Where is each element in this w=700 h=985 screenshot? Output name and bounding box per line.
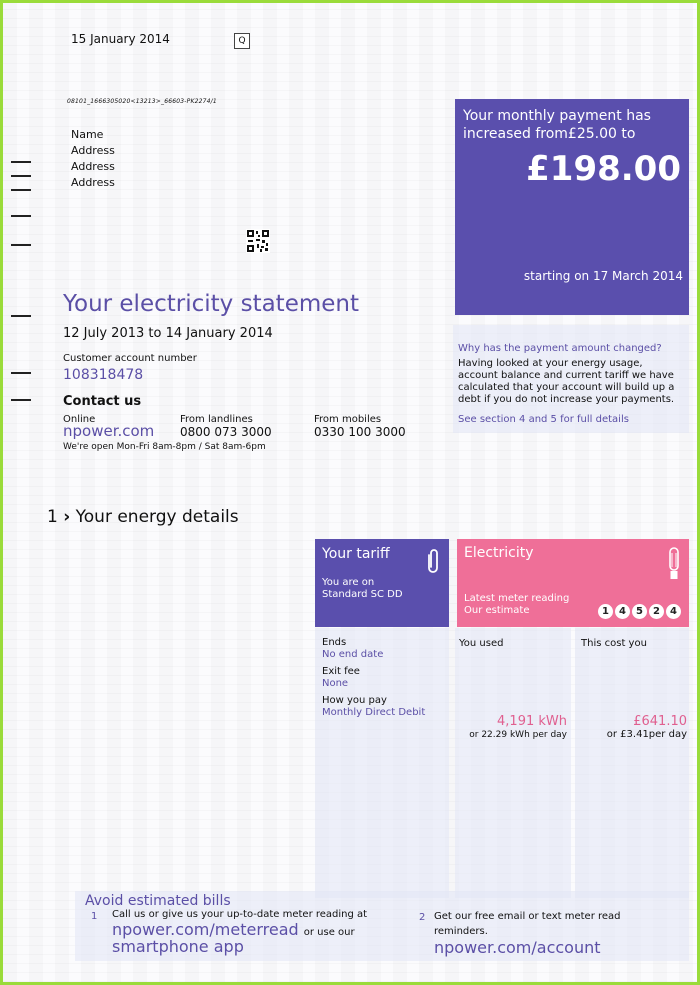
search-icon[interactable]: Q [234, 33, 250, 49]
used-panel [455, 628, 571, 898]
chevron-right-icon: › [63, 507, 71, 527]
avoid-item-1-mid: or use our [303, 927, 355, 938]
section-1-heading [47, 507, 239, 527]
meter-reading-note: Our estimate [464, 605, 530, 616]
contact-heading: Contact us [63, 394, 142, 409]
address-line: Address [71, 160, 115, 173]
account-link[interactable]: npower.com/account [434, 938, 601, 957]
payment-method-label: How you pay [322, 695, 387, 706]
payment-method-value: Monthly Direct Debit [322, 707, 426, 718]
smartphone-app-link[interactable]: smartphone app [112, 937, 244, 956]
qr-code-icon [246, 229, 270, 253]
why-body: Having looked at your energy usage, account balance and current tariff we have calculated that your account will build up a debt if you do not increase your payments. [458, 358, 675, 405]
paperclip-icon [425, 547, 441, 575]
contact-mobile-number: 0330 100 3000 [314, 425, 406, 439]
statement-period: 12 July 2013 to 14 January 2014 [63, 326, 273, 341]
meterread-link[interactable]: npower.com/meterread [112, 920, 299, 939]
cost-label: This cost you [581, 638, 647, 649]
statement-date: 15 January 2014 [71, 32, 170, 46]
address-line: Address [71, 144, 115, 157]
contact-landline-label: From landlines [180, 414, 253, 425]
payment-start-date: starting on 17 March 2014 [523, 269, 683, 283]
fold-mark [11, 215, 31, 217]
meter-digit: 4 [615, 604, 630, 619]
section-number: 1 [47, 507, 58, 527]
meter-reading-digits [596, 599, 681, 619]
cost-daily: or £3.41per day [606, 729, 687, 740]
avoid-item-2-number: 2 [419, 912, 426, 923]
meter-digit: 2 [649, 604, 664, 619]
electricity-title: Electricity [464, 545, 534, 561]
address-name: Name [71, 128, 104, 141]
lightbulb-icon [667, 547, 681, 581]
address-block [71, 127, 115, 191]
ends-value: No end date [322, 649, 384, 660]
payment-box [455, 99, 689, 315]
fold-mark [11, 175, 31, 177]
fold-mark [11, 189, 31, 191]
ends-label: Ends [322, 637, 347, 648]
why-link[interactable]: See section 4 and 5 for full details [458, 414, 629, 425]
electricity-box [457, 539, 689, 627]
used-daily: or 22.29 kWh per day [469, 730, 567, 740]
avoid-item-1-number: 1 [91, 911, 98, 922]
fold-mark [11, 244, 31, 246]
fold-mark [11, 315, 31, 317]
used-label: You used [459, 638, 504, 649]
contact-landline-number: 0800 073 3000 [180, 425, 272, 439]
page-title: Your electricity statement [63, 291, 360, 317]
address-line: Address [71, 176, 115, 189]
fold-mark [11, 372, 31, 374]
used-value: 4,191 kWh [497, 714, 567, 729]
payment-line-2: increased from£25.00 to [463, 126, 636, 142]
payment-amount: £198.00 [526, 149, 681, 189]
tariff-name: Standard SC DD [322, 589, 403, 600]
cost-panel [575, 628, 689, 898]
account-number: 108318478 [63, 367, 144, 383]
payment-line-1: Your monthly payment has [463, 108, 651, 124]
avoid-item-1-text: Call us or give us your up-to-date meter reading at [112, 909, 368, 920]
meter-reading-label: Latest meter reading [464, 593, 570, 604]
reference-code: 08101_1666305020<13213>_66603-PK2274/1 [67, 98, 217, 105]
exit-fee-label: Exit fee [322, 666, 360, 677]
fold-mark [11, 161, 31, 163]
fold-mark [11, 399, 31, 401]
tariff-on-label: You are on [322, 577, 375, 588]
meter-digit: 4 [666, 604, 681, 619]
meter-digit: 5 [632, 604, 647, 619]
contact-hours: We're open Mon-Fri 8am-8pm / Sat 8am-6pm [63, 442, 266, 452]
why-heading: Why has the payment amount changed? [458, 343, 662, 354]
meter-digit: 1 [598, 604, 613, 619]
avoid-item-2-text: Get our free email or text meter read reminders. [434, 911, 621, 937]
tariff-box [315, 539, 449, 627]
contact-mobile-label: From mobiles [314, 414, 382, 425]
cost-value: £641.10 [633, 714, 687, 729]
contact-online-link[interactable]: npower.com [63, 422, 155, 440]
tariff-title: Your tariff [322, 546, 390, 562]
section-title: Your energy details [75, 507, 239, 527]
avoid-heading: Avoid estimated bills [85, 893, 231, 909]
contact-online-label: Online [63, 414, 96, 425]
account-number-label: Customer account number [63, 353, 197, 364]
exit-fee-value: None [322, 678, 349, 689]
